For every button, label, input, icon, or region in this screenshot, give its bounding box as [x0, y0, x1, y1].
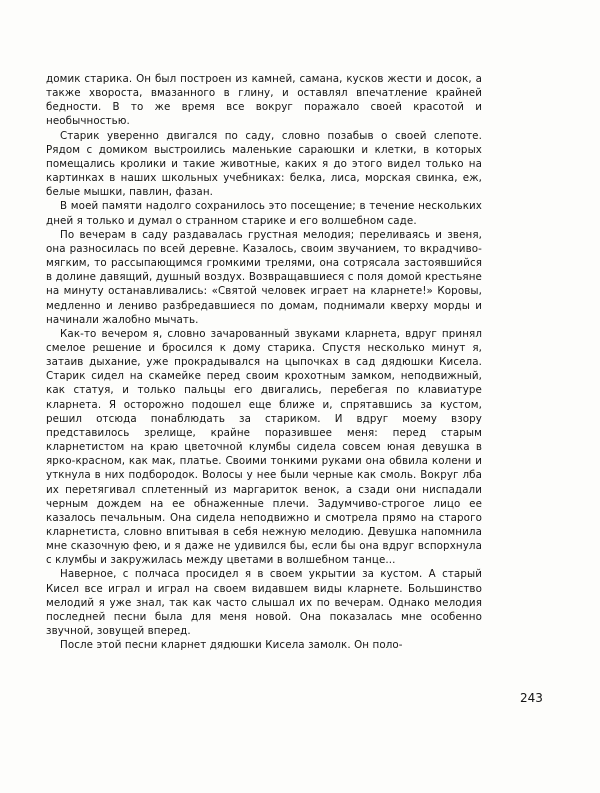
page-number: 243 — [520, 691, 543, 705]
paragraph-3: В моей памяти надолго сохранилось это посещение; в течение нескольких дней я только и думал о странном старике и его волшебном саде. — [46, 200, 482, 227]
paragraph-5: Как-то вечером я, словно зачарованный звуками кларнета, вдруг принял смелое решение и бросился к дому старика. Спустя несколько минут я, затаив дыхание, уже прокрадывался на цыпочках в сад дядюшки Кисела. Старик сидел на скамейке перед своим крохотным замком, неподвижный, как статуя, и только пальцы его двигались, перебегая по клавиатуре кларнета. Я осторожно подошел еще ближе и, спрятавшись за кустом, решил отсюда понаблюдать за стариком. И вдруг моему взору представилось зрелище, крайне поразившее меня: перед старым кларнетистом на краю цветочной клумбы сидела совсем юная девушка в ярко-красном, как мак, платье. Своими тонкими руками она обвила колени и уткнула в них подбородок. Волосы у нее были черные как смоль. Вокруг лба их перетягивал сплетенный из маргариток венок, а сзади они ниспадали черным дождем на ее обнаженные плечи. Задумчиво-строгое лицо ее казалось печальным. Она сидела неподвижно и смотрела прямо на старого кларнетиста, словно впитывая в себя нежную мелодию. Девушка напомнила мне сказочную фею, и я даже не удивился бы, если бы она вдруг вспорхнула с клумбы и закружилась между цветами в волшебном танце... — [46, 327, 482, 567]
paragraph-2: Старик уверенно двигался по саду, словно позабыв о своей слепоте. Рядом с домиком выстроились маленькие сараюшки и клетки, в которых помещались кролики и такие животные, каких я до этого видел только на картинках в наших школьных учебниках: белка, лиса, морская свинка, еж, белые мышки, павлин, фазан. — [46, 129, 482, 199]
paragraph-4: По вечерам в саду раздавалась грустная мелодия; переливаясь и звеня, она разносилась по всей деревне. Казалось, своим звучанием, то вкрадчиво-мягким, то рассыпающимся громкими трелями, она сотрясала застоявшийся в долине давящий, душный воздух. Возвращавшиеся с поля домой крестьяне на минуту останавливались: «Святой человек играет на кларнете!» Коровы, медленно и лениво разбредавшиеся по домам, поднимали кверху морды и начинали жалобно мычать. — [46, 228, 482, 326]
paragraph-7: После этой песни кларнет дядюшки Кисела замолк. Он поло- — [60, 639, 403, 652]
body-text — [46, 72, 482, 652]
paragraph-6: Наверное, с полчаса просидел я в своем укрытии за кустом. А старый Кисел все играл и играл на своем видавшем виды кларнете. Большинство мелодий я уже знал, так как часто слышал их по вечерам. Однако мелодия последней песни была для меня новой. Она показалась мне особенно звучной, зовущей вперед. — [46, 568, 482, 638]
paragraph-1: домик старика. Он был построен из камней, самана, кусков жести и досок, а также хвороста, вмазанного в глину, и оставлял впечатление крайней бедности. В то же время все вокруг поражало своей красотой и необычностью. — [46, 73, 482, 128]
